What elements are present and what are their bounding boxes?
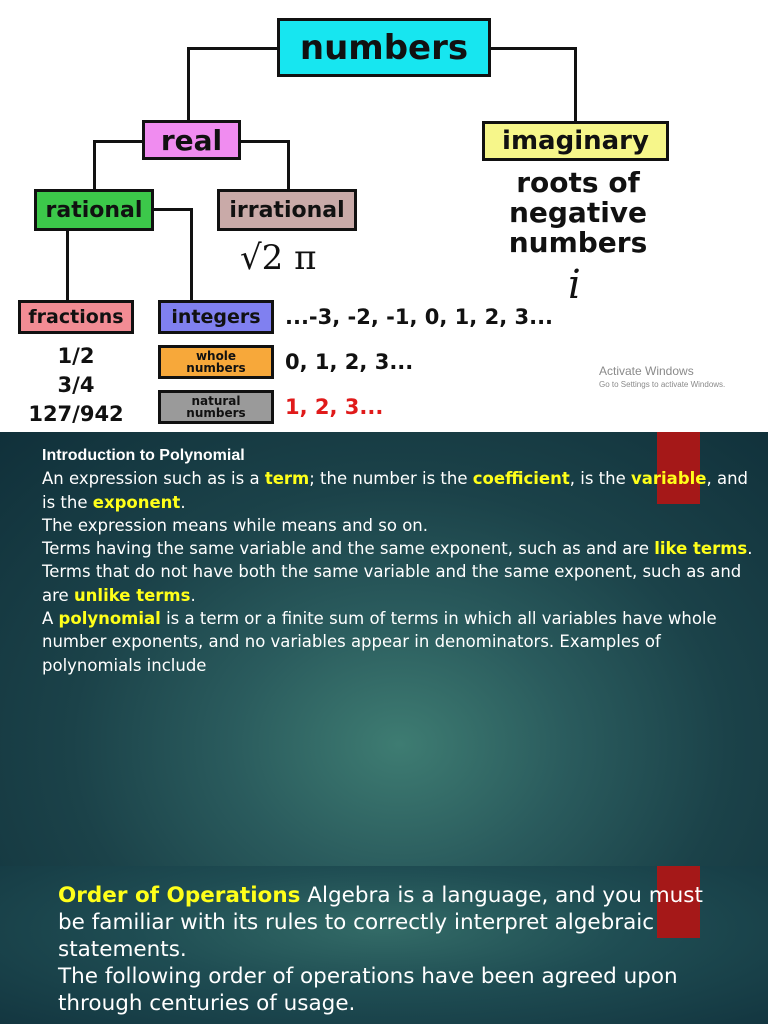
text-span: . bbox=[180, 492, 186, 512]
fractions-box bbox=[18, 300, 134, 334]
text-span: ; the number is the bbox=[309, 469, 473, 489]
paragraph-agreed: The following order of operations have been agreed upon through centuries of usage. bbox=[58, 964, 678, 1016]
whole-numbers-label: whole bbox=[195, 349, 237, 363]
imaginary-description bbox=[488, 168, 668, 258]
fraction-examples bbox=[18, 342, 134, 429]
text-span: A bbox=[42, 609, 59, 629]
real-label: real bbox=[160, 123, 223, 157]
highlight-like-terms: like terms bbox=[654, 539, 748, 559]
paragraph-polynomial bbox=[42, 607, 754, 677]
text-span: Terms that do not have both the same variable and the same exponent, such as and are bbox=[42, 562, 742, 605]
natural-numbers-box bbox=[158, 390, 274, 424]
highlight-term: term bbox=[264, 469, 310, 489]
fraction-example: 1/2 bbox=[57, 344, 95, 368]
connector bbox=[153, 208, 193, 211]
highlight-unlike-terms: unlike terms bbox=[73, 585, 191, 605]
highlight-order-of-operations: Order of Operations bbox=[58, 883, 301, 908]
number-classification-diagram bbox=[0, 0, 768, 432]
whole-numbers-label: numbers bbox=[186, 361, 246, 375]
connector bbox=[187, 47, 190, 122]
connector bbox=[93, 140, 96, 190]
text-span: , is the bbox=[569, 469, 631, 489]
paragraph-unlike-terms bbox=[42, 560, 754, 607]
connector bbox=[66, 229, 69, 301]
irrational-examples: √2 π bbox=[240, 238, 317, 278]
natural-numbers-label: numbers bbox=[186, 406, 246, 420]
imaginary-desc-line: negative bbox=[508, 196, 648, 229]
connector bbox=[93, 140, 143, 143]
fractions-label: fractions bbox=[28, 306, 124, 328]
polynomial-slide bbox=[0, 432, 768, 866]
rational-label: rational bbox=[45, 197, 143, 223]
paragraph-term bbox=[42, 467, 754, 514]
text-span: . bbox=[747, 539, 753, 559]
highlight-exponent: exponent bbox=[92, 492, 181, 512]
connector bbox=[190, 208, 193, 301]
text-span: Algebra is a language, and you must be familiar with its rules to correctly interpret algebraic statements. bbox=[58, 883, 703, 962]
natural-numbers-label: natural bbox=[191, 394, 241, 408]
imaginary-desc-line: numbers bbox=[508, 226, 648, 259]
integers-label: integers bbox=[171, 306, 261, 328]
text-span: Terms having the same variable and the same exponent, such as and are bbox=[42, 539, 655, 559]
text-span: is a term or a finite sum of terms in which all variables have whole number exponents, and no variables appear in denominators. Examples of polynomials include bbox=[42, 609, 717, 675]
text-span: . bbox=[190, 585, 196, 605]
highlight-variable: variable bbox=[631, 469, 707, 489]
connector bbox=[489, 47, 577, 50]
text-span: , and is the bbox=[42, 469, 749, 512]
irrational-label: irrational bbox=[229, 197, 345, 223]
connector bbox=[187, 47, 279, 50]
activate-windows-title: Activate Windows bbox=[599, 364, 694, 378]
paragraph-expression: The expression means while means and so on. bbox=[42, 515, 428, 535]
irrational-box bbox=[217, 189, 357, 231]
slide-heading: Introduction to Polynomial bbox=[42, 447, 245, 464]
activate-windows-subtitle: Go to Settings to activate Windows. bbox=[599, 380, 726, 389]
slide-body bbox=[42, 444, 754, 677]
integers-box bbox=[158, 300, 274, 334]
connector bbox=[574, 47, 577, 123]
rational-box bbox=[34, 189, 154, 231]
real-box bbox=[142, 120, 241, 160]
fraction-example: 3/4 bbox=[57, 373, 95, 397]
highlight-polynomial: polynomial bbox=[58, 609, 161, 629]
numbers-label: numbers bbox=[299, 27, 469, 68]
slide-body bbox=[58, 882, 718, 1017]
highlight-coefficient: coefficient bbox=[472, 469, 570, 489]
imaginary-label: imaginary bbox=[502, 126, 649, 156]
connector bbox=[240, 140, 290, 143]
imaginary-unit-symbol: i bbox=[568, 262, 581, 308]
fraction-example: 127/942 bbox=[28, 402, 124, 426]
whole-numbers-box bbox=[158, 345, 274, 379]
order-of-operations-slide bbox=[0, 866, 768, 1024]
connector bbox=[287, 140, 290, 190]
imaginary-box bbox=[482, 121, 669, 161]
natural-numbers-examples: 1, 2, 3... bbox=[285, 395, 384, 419]
paragraph-order bbox=[58, 882, 718, 963]
paragraph-like-terms bbox=[42, 537, 754, 560]
imaginary-desc-line: roots of bbox=[516, 166, 640, 199]
whole-numbers-examples: 0, 1, 2, 3... bbox=[285, 350, 414, 374]
integers-examples: ...-3, -2, -1, 0, 1, 2, 3... bbox=[285, 305, 554, 329]
numbers-box bbox=[277, 18, 491, 77]
text-span: An expression such as is a bbox=[42, 469, 265, 489]
